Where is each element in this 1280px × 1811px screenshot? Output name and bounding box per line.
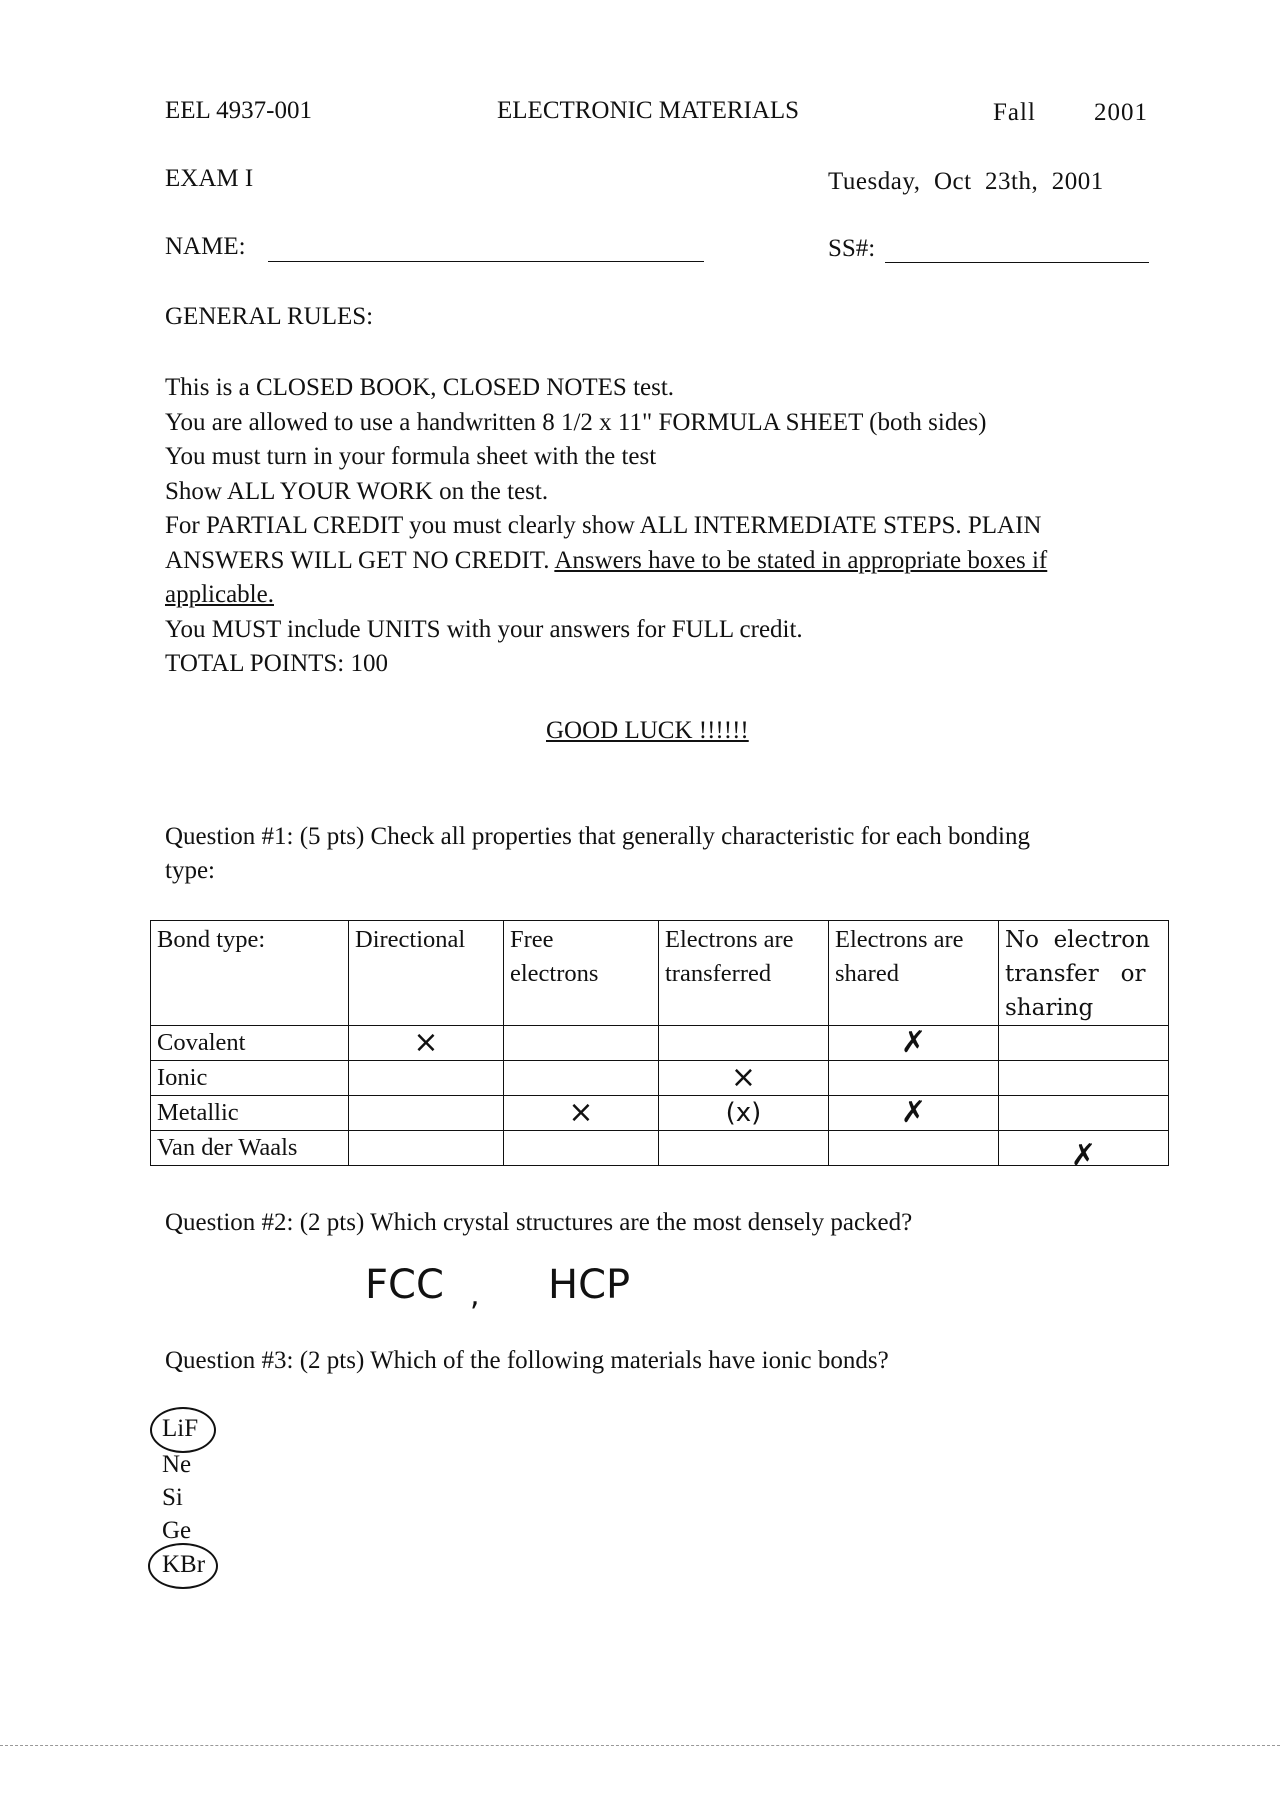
option-kbr[interactable]: KBr	[162, 1551, 206, 1578]
header-transferred	[659, 921, 829, 1026]
rules-list	[165, 371, 1165, 682]
cell-no-transfer[interactable]	[999, 1026, 1169, 1061]
handwritten-comma: ,	[470, 1278, 480, 1313]
cell-directional[interactable]	[349, 1026, 504, 1061]
exam-label: EXAM I	[165, 165, 254, 192]
cell-free-electrons[interactable]	[504, 1131, 659, 1166]
cell-shared[interactable]	[829, 1096, 999, 1131]
bonding-table	[150, 920, 1169, 1173]
good-luck: GOOD LUCK !!!!!!	[546, 717, 749, 744]
cell-shared[interactable]	[829, 1131, 999, 1166]
question-1-text-cont: type:	[165, 857, 215, 884]
table-row	[151, 1061, 1169, 1096]
check-mark: ✗	[900, 1095, 927, 1130]
table-row	[151, 1131, 1169, 1166]
row-label: Metallic	[151, 1096, 349, 1131]
row-label: Van der Waals	[151, 1131, 349, 1166]
cell-no-transfer[interactable]	[999, 1131, 1169, 1173]
header-line: shared	[835, 960, 899, 987]
cell-transferred[interactable]	[659, 1026, 829, 1061]
header-bond-type: Bond type:	[151, 921, 349, 1026]
rule-line: You are allowed to use a handwritten 8 1/2 x 11" FORMULA SHEET (both sides)	[165, 408, 987, 436]
cell-no-transfer[interactable]	[999, 1061, 1169, 1096]
header-shared	[829, 921, 999, 1026]
term-year: 2001	[1094, 99, 1148, 126]
cell-transferred[interactable]	[659, 1131, 829, 1166]
answer-circle	[148, 1543, 218, 1589]
option-si[interactable]: Si	[162, 1484, 183, 1511]
rule-line: This is a CLOSED BOOK, CLOSED NOTES test.	[165, 374, 675, 401]
row-label: Covalent	[151, 1026, 349, 1061]
header-no-transfer	[999, 921, 1169, 1026]
table-row	[151, 1096, 1169, 1131]
check-mark: ×	[413, 1025, 439, 1060]
rule-line: Show ALL YOUR WORK on the test.	[165, 477, 549, 505]
option-lif[interactable]: LiF	[162, 1415, 199, 1442]
header-line: electrons	[510, 960, 599, 987]
cell-directional[interactable]	[349, 1131, 504, 1166]
rule-line: You must turn in your formula sheet with the test	[165, 443, 657, 470]
header-line: Electrons are	[835, 926, 964, 953]
check-mark: (x)	[725, 1098, 762, 1128]
header-directional: Directional	[349, 921, 504, 1026]
cell-free-electrons[interactable]	[504, 1096, 659, 1131]
general-rules-heading: GENERAL RULES:	[165, 303, 374, 330]
page-edge-divider	[0, 1745, 1280, 1746]
ss-label: SS#:	[828, 235, 876, 262]
rule-line	[165, 544, 1165, 579]
rule-line: For PARTIAL CREDIT you must clearly show ALL INTERMEDIATE STEPS. PLAIN	[165, 512, 1042, 539]
check-mark: ✗	[900, 1025, 927, 1060]
cell-free-electrons[interactable]	[504, 1061, 659, 1096]
check-mark: ×	[730, 1060, 757, 1095]
cell-transferred[interactable]	[659, 1096, 829, 1131]
header-line: transfer or	[1005, 961, 1146, 987]
check-mark: ✗	[1070, 1138, 1097, 1173]
answer-circle	[150, 1407, 216, 1453]
cell-directional[interactable]	[349, 1096, 504, 1131]
option-ne[interactable]: Ne	[162, 1451, 192, 1478]
cell-transferred[interactable]	[659, 1061, 829, 1096]
table-row	[151, 1026, 1169, 1061]
cell-no-transfer[interactable]	[999, 1096, 1169, 1131]
handwritten-answer-hcp: HCP	[548, 1262, 631, 1308]
rule-line: applicable.	[165, 581, 274, 608]
term-season: Fall	[993, 99, 1036, 126]
option-ge[interactable]: Ge	[162, 1517, 192, 1544]
course-title: ELECTRONIC MATERIALS	[497, 97, 800, 124]
table-header-row	[151, 921, 1169, 1026]
row-label: Ionic	[151, 1061, 349, 1096]
header-line: Electrons are	[665, 926, 794, 953]
rule-text: ANSWERS WILL GET NO CREDIT.	[165, 546, 555, 574]
header-free-electrons	[504, 921, 659, 1026]
name-label: NAME:	[165, 233, 246, 260]
ss-blank[interactable]	[885, 262, 1149, 263]
name-blank[interactable]	[268, 261, 704, 262]
header-line: Free	[510, 926, 554, 953]
course-code: EEL 4937-001	[165, 97, 312, 124]
question-1-text: Question #1: (5 pts) Check all properties that generally characteristic for each bonding	[165, 823, 1030, 850]
rule-underlined-text: Answers have to be stated in appropriate boxes if	[554, 546, 1048, 574]
question-3-text: Question #3: (2 pts) Which of the following materials have ionic bonds?	[165, 1347, 889, 1374]
exam-date: Tuesday, Oct 23th, 2001	[828, 168, 1104, 195]
cell-directional[interactable]	[349, 1061, 504, 1096]
header-line: transferred	[665, 960, 772, 987]
rule-line: You MUST include UNITS with your answers for FULL credit.	[165, 615, 803, 643]
cell-shared[interactable]	[829, 1026, 999, 1061]
rule-line: TOTAL POINTS: 100	[165, 650, 388, 677]
header-line: sharing	[1005, 995, 1094, 1021]
header-line: No electron	[1005, 927, 1150, 953]
question-2-text: Question #2: (2 pts) Which crystal structures are the most densely packed?	[165, 1209, 913, 1236]
check-mark: ×	[568, 1095, 594, 1130]
cell-shared[interactable]	[829, 1061, 999, 1096]
handwritten-answer-fcc: FCC	[365, 1262, 444, 1308]
cell-free-electrons[interactable]	[504, 1026, 659, 1061]
